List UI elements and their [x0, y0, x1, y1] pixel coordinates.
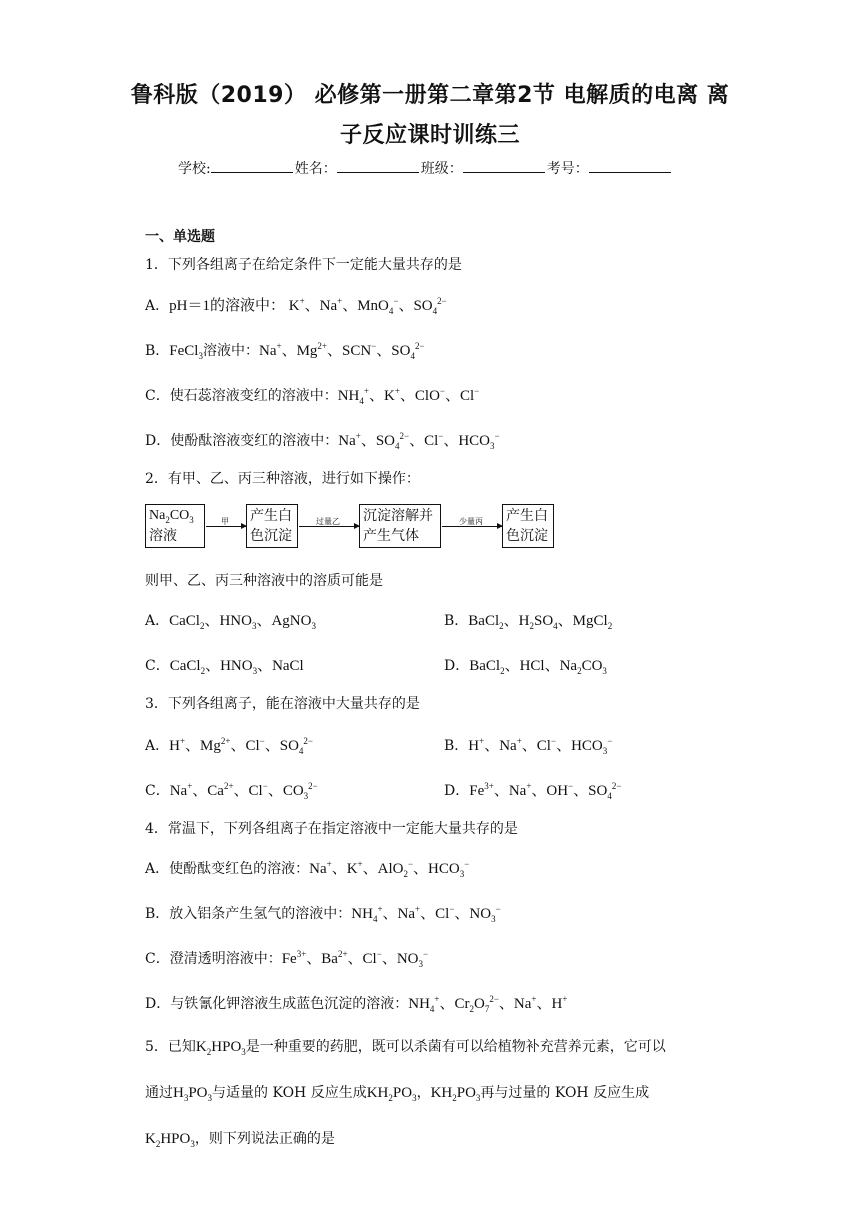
q1-stem: 1．下列各组离子在给定条件下一定能大量共存的是: [145, 257, 462, 273]
flow-arrow3-label: 少量丙: [459, 517, 483, 526]
q1-option-a: A．pH＝1的溶液中： K+、Na+、MnO$_4$−、$SO_4^{2-}$: [145, 296, 447, 316]
q5-line1: 5．已知$K_2HPO_3$是一种重要的药肥，既可以杀菌有可以给植物补充营养元素，它可以: [145, 1039, 666, 1057]
q4-d-label: D．与铁氰化钾溶液生成蓝色沉淀的溶液：: [145, 996, 409, 1012]
flow-box3-line1: 沉淀溶解并: [363, 508, 433, 524]
name-label: 姓名：: [294, 161, 337, 177]
q5-l3-b: ，则下列说法正确的是: [194, 1131, 335, 1147]
q5-l2-b: 与适量的 KOH 反应生成: [212, 1085, 367, 1101]
student-info-line: [178, 158, 673, 178]
q2-option-a: A．CaCl$_2$、$HNO_3$、AgNO$_3$: [145, 613, 316, 631]
flow-box3-line2: 产生气体: [363, 528, 419, 544]
q3-option-d: D．$Fe^{3+}$、Na+、OH−、$SO_4^{2-}$: [444, 781, 622, 801]
school-label: 学校:: [178, 161, 211, 177]
q5-l1-a: 5．已知: [145, 1039, 196, 1055]
exam-no-blank[interactable]: [589, 160, 671, 173]
q2-flow-diagram: [145, 504, 565, 550]
q4-option-c: C．澄清透明溶液中：$Fe^{3+}$、$Ba^{2+}$、Cl−、$NO_3^-$: [145, 949, 429, 969]
q2-question: 则甲、乙、丙三种溶液中的溶质可能是: [145, 573, 383, 589]
q2-c-label: C．: [145, 658, 170, 674]
q4-a-label: A．使酚酞变红色的溶液：: [145, 861, 310, 877]
q1-option-b: B．FeCl$_3$溶液中：Na+、$Mg^{2+}$、SCN−、$SO_4^{2-}$: [145, 341, 425, 361]
page-title-line1: 鲁科版（2019） 必修第一册第二章第2节 电解质的电离 离: [130, 83, 730, 108]
q1-option-d: D．使酚酞溶液变红的溶液中：Na+、$SO_4^{2-}$、Cl−、$HCO_3^-$: [145, 431, 500, 451]
flow-box4-line2: 色沉淀: [506, 528, 548, 544]
flow-arrow2-label: 过量乙: [316, 517, 340, 526]
flow-box2-line2: 色沉淀: [250, 528, 292, 544]
flow-box-4: [502, 504, 554, 548]
q2-option-c: C．CaCl$_2$、$HNO_3$、NaCl: [145, 658, 304, 676]
q3-option-c: C．Na+、$Ca^{2+}$、Cl−、$CO_3^{2-}$: [145, 781, 318, 801]
q2-b-label: B．: [444, 613, 469, 629]
q4-option-d: D．与铁氰化钾溶液生成蓝色沉淀的溶液：$NH_4^+$、$Cr_2O_7^{2-}$、Na+、H+: [145, 994, 568, 1014]
q3-option-b: B．H+、Na+、Cl−、$HCO_3^-$: [444, 736, 613, 756]
section-heading: 一、单选题: [145, 229, 215, 245]
q5-line3: $K_2HPO_3$，则下列说法正确的是: [145, 1131, 335, 1149]
class-blank[interactable]: [463, 160, 545, 173]
page-title-line2: 子反应课时训练三: [339, 123, 520, 148]
q4-option-a: A．使酚酞变红色的溶液：Na+、K+、AlO$_2$−、$HCO_3^-$: [145, 859, 470, 879]
q4-b-label: B．放入铝条产生氢气的溶液中：: [145, 906, 352, 922]
q5-l1-b: 是一种重要的药肥，既可以杀菌有可以给植物补充营养元素，它可以: [245, 1039, 666, 1055]
q2-option-b: B．BaCl$_2$、$H_2SO_4$、MgCl$_2$: [444, 613, 613, 631]
flow-box1-text: 溶液: [149, 528, 177, 544]
q2-d-label: D．: [444, 658, 470, 674]
q3-d-label: D．: [444, 783, 470, 799]
q5-l2-c: ，: [416, 1085, 431, 1101]
q2-option-d: D．BaCl$_2$、HCl、$Na_2CO_3$: [444, 658, 607, 676]
class-label: 班级：: [420, 161, 463, 177]
q1-a-label: A．: [145, 298, 170, 314]
q3-c-label: C．: [145, 783, 170, 799]
q1-a-condition: pH＝1的溶液中：: [169, 298, 285, 314]
q1-d-label: D．使酚酞溶液变红的溶液中：: [145, 433, 339, 449]
q1-b-condition: 溶液中：: [202, 343, 259, 359]
q5-line2: 通过$H_3PO_3$与适量的 KOH 反应生成$KH_2PO_3$，$KH_2PO_3$再与过量的 KOH 反应生成: [145, 1085, 650, 1103]
q1-option-c: C．使石蕊溶液变红的溶液中：$NH_4^+$、K+、ClO−、Cl−: [145, 386, 480, 406]
q2-a-label: A．: [145, 613, 170, 629]
flow-box-2: [246, 504, 298, 548]
q4-stem: 4．常温下，下列各组离子在指定溶液中一定能大量共存的是: [145, 821, 518, 837]
exam-no-label: 考号：: [546, 161, 589, 177]
q5-l2-a: 通过: [145, 1085, 173, 1101]
q1-b-label: B．: [145, 343, 170, 359]
q3-stem: 3．下列各组离子，能在溶液中大量共存的是: [145, 696, 420, 712]
q4-option-b: B．放入铝条产生氢气的溶液中：$NH_4^+$、Na+、Cl−、$NO_3^-$: [145, 904, 501, 924]
flow-box2-line1: 产生白: [250, 508, 292, 524]
q2-stem: 2．有甲、乙、丙三种溶液，进行如下操作：: [145, 471, 420, 487]
q5-l2-d: 再与过量的 KOH 反应生成: [480, 1085, 650, 1101]
q3-option-a: A．H+、$Mg^{2+}$、Cl−、$SO_4^{2-}$: [145, 736, 313, 756]
school-blank[interactable]: [211, 160, 293, 173]
q3-a-label: A．: [145, 738, 170, 754]
q1-c-label: C．使石蕊溶液变红的溶液中：: [145, 388, 338, 404]
flow-box-3: [359, 504, 441, 548]
flow-box-start: $Na_2CO_3$ 溶液: [145, 504, 205, 548]
q3-b-label: B．: [444, 738, 469, 754]
flow-arrow1-label: 甲: [221, 517, 229, 526]
name-blank[interactable]: [337, 160, 419, 173]
flow-box4-line1: 产生白: [506, 508, 548, 524]
q4-c-label: C．澄清透明溶液中：: [145, 951, 282, 967]
